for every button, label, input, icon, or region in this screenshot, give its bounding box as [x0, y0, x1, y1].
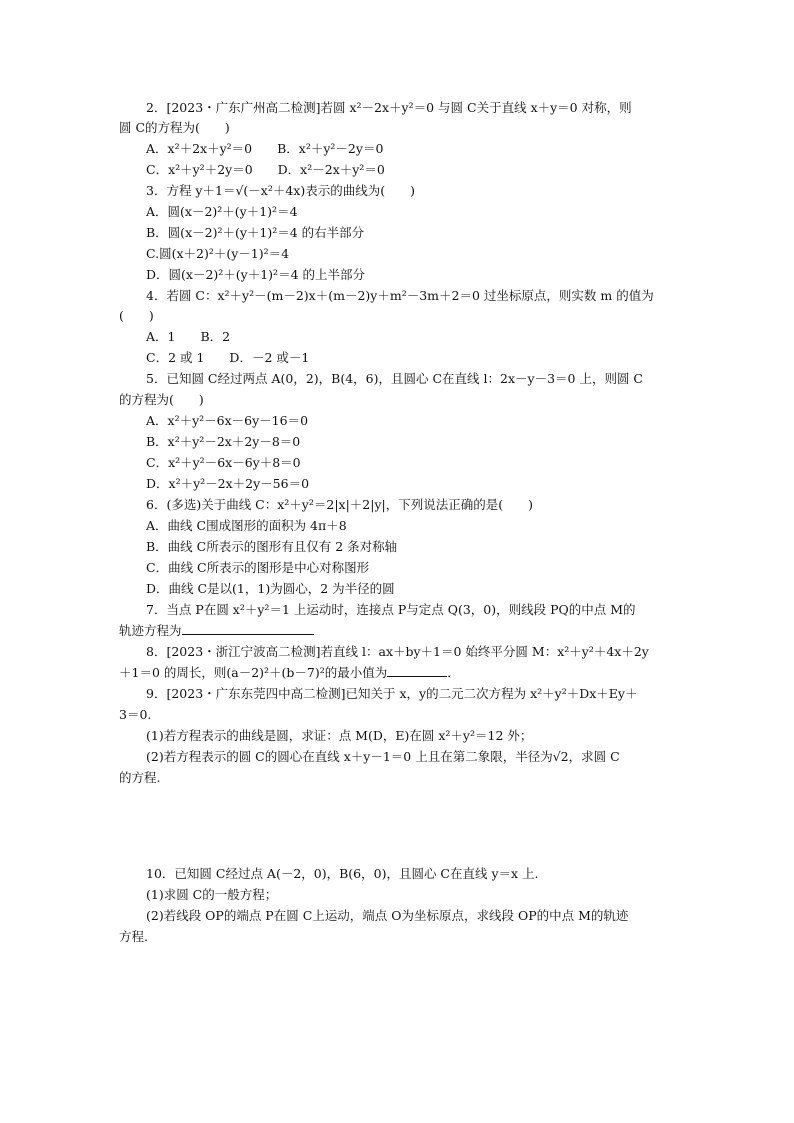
q5-option-b: B．x²＋y²－2x＋2y－8＝0	[146, 434, 301, 449]
q7-answer-blank[interactable]	[182, 622, 314, 635]
q3-stem: 3．方程 y＋1＝√(－x²＋4x)表示的曲线为( )	[146, 183, 415, 198]
q4-stem-line1: 4．若圆 C：x²＋y²－(m－2)x＋(m－2)y＋m²－3m＋2＝0 过坐标原点，则实数 m 的值为	[146, 288, 654, 303]
q10-part1: (1)求圆 C的一般方程；	[146, 887, 278, 902]
q9-part2: (2)若方程表示的圆 C的圆心在直线 x＋y－1＝0 上且在第二象限，半径为√2，求圆 C	[146, 749, 620, 764]
q6-option-c: C．曲线 C所表示的图形是中心对称图形	[146, 560, 370, 575]
q10-part2: (2)若线段 OP的端点 P在圆 C上运动，端点 O为坐标原点，求线段 OP的中点 M的轨迹	[146, 908, 629, 923]
q7-stem-text: 轨迹方程为	[119, 623, 182, 638]
q6-option-d: D．曲线 C是以(1，1)为圆心，2 为半径的圆	[146, 581, 395, 596]
q7-stem-line2	[119, 622, 314, 640]
q5-option-c: C．x²＋y²－6x－6y＋8＝0	[146, 455, 301, 470]
q9-part2-continued: 的方程.	[119, 770, 161, 785]
q9-part1: (1)若方程表示的曲线是圆，求证：点 M(D，E)在圆 x²＋y²＝12 外；	[146, 728, 533, 743]
q3-option-c: C.圆(x＋2)²＋(y－1)²＝4	[146, 246, 290, 261]
q8-answer-blank[interactable]	[387, 664, 447, 677]
q6-stem: 6．(多选)关于曲线 C：x²＋y²＝2|x|＋2|y|，下列说法正确的是( )	[146, 497, 533, 512]
q3-option-b: B．圆(x－2)²＋(y＋1)²＝4 的右半部分	[146, 225, 365, 240]
q8-stem-text: ＋1＝0 的周长，则(a－2)²＋(b－7)²的最小值为	[119, 665, 388, 680]
q8-stem-line2	[119, 664, 460, 682]
q10-stem: 10．已知圆 C经过点 A(－2，0)，B(6，0)，且圆心 C在直线 y＝x 上.	[146, 866, 539, 881]
q6-option-a: A．曲线 C围成图形的面积为 4π＋8	[146, 518, 347, 533]
q2-stem-line2: 圆 C的方程为( )	[119, 120, 230, 135]
q4-stem-line2: ( )	[119, 308, 154, 323]
q4-options-cd: C．2 或 1 D．－2 或－1	[146, 350, 310, 365]
q9-stem-line1: 9．[2023・广东东莞四中高二检测]已知关于 x，y的二元二次方程为 x²＋y²＋Dx＋Ey＋	[146, 686, 638, 701]
q10-part2-continued: 方程.	[119, 929, 148, 944]
q8-stem-line1: 8．[2023・浙江宁波高二检测]若直线 l：ax＋by＋1＝0 始终平分圆 M：x²＋y²＋4x＋2y	[146, 644, 649, 659]
q7-stem-line1: 7．当点 P在圆 x²＋y²＝1 上运动时，连接点 P与定点 Q(3，0)，则线段 PQ的中点 M的	[146, 602, 636, 617]
q2-options-ab: A．x²＋2x＋y²＝0 B．x²＋y²－2y＝0	[146, 141, 384, 156]
q6-option-b: B．曲线 C所表示的图形有且仅有 2 条对称轴	[146, 539, 398, 554]
q5-stem-line2: 的方程为( )	[119, 392, 204, 407]
q8-stem-end: ．	[447, 665, 460, 680]
q3-option-a: A．圆(x－2)²＋(y＋1)²＝4	[146, 204, 298, 219]
q9-stem-line2: 3＝0.	[119, 707, 152, 722]
q4-options-ab: A．1 B．2	[146, 329, 231, 344]
q5-option-a: A．x²＋y²－6x－6y－16＝0	[146, 413, 309, 428]
q2-options-cd: C．x²＋y²＋2y＝0 D．x²－2x＋y²＝0	[146, 162, 385, 177]
q2-stem-line1: 2．[2023・广东广州高二检测]若圆 x²－2x＋y²＝0 与圆 C关于直线 x＋y＝0 对称，则	[146, 100, 632, 115]
q3-option-d: D．圆(x－2)²＋(y＋1)²＝4 的上半部分	[146, 267, 365, 282]
q5-stem-line1: 5．已知圆 C经过两点 A(0，2)，B(4，6)，且圆心 C在直线 l：2x－y－3＝0 上，则圆 C	[146, 371, 643, 386]
q5-option-d: D．x²＋y²－2x＋2y－56＝0	[146, 476, 310, 491]
